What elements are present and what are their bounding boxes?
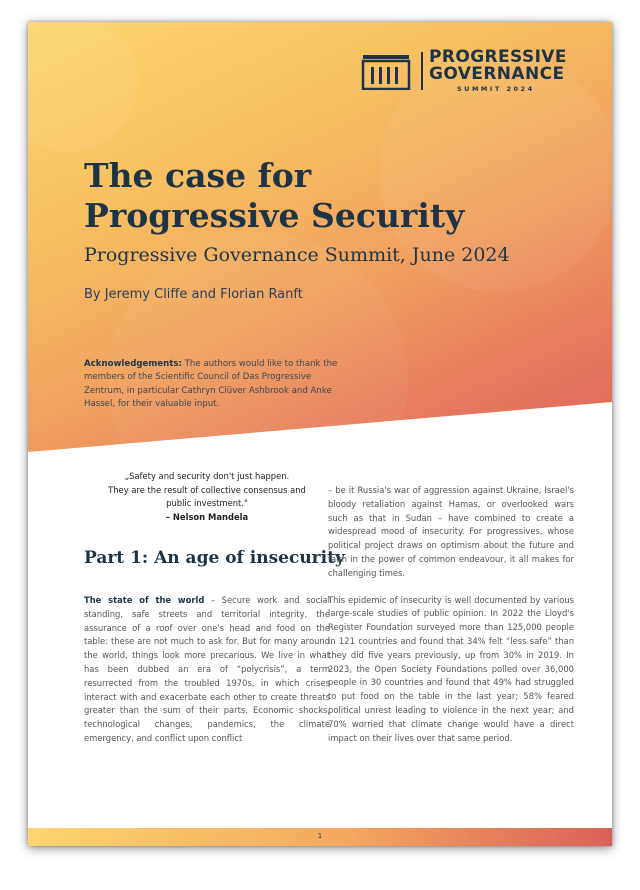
epigraph-quote <box>84 470 330 524</box>
logo-word-governance: GOVERNANCE <box>429 64 565 84</box>
title-line-1: The case for <box>84 156 312 195</box>
acknowledgements-label: Acknowledgements: <box>84 358 182 369</box>
page-number: 1 <box>317 832 323 840</box>
body-paragraph-2: This epidemic of insecurity is well documented by various large-scale studies of public opinion. In 2022 the Lloyd's Register Foundation surveyed more than 125,000 people in 121 countries and found that 34% felt “less safe” than they did five years previously, up from 30% in 2019. In 2023, the Open Society Foundations polled over 36,000 people in 30 countries and found that 49% had struggled to put food on the table in the last year; 58% feared political unrest leading to violence in the next year; and 70% worried that climate change would have a direct impact on their lives over that same period. <box>328 594 574 743</box>
logo-divider <box>421 52 423 90</box>
text-column-left <box>84 470 345 746</box>
logo-word-progressive: PROGRESSIVE <box>429 47 567 67</box>
quote-line-3: public investment." <box>166 498 248 508</box>
quote-line-1: „Safety and security don't just happen. <box>124 471 290 481</box>
text-column-right <box>328 484 574 745</box>
summit-logo <box>361 48 601 100</box>
logo-summit-year: SUMMIT 2024 <box>457 85 535 93</box>
paragraph-lead-in: The state of the world <box>84 595 205 605</box>
body-paragraph <box>84 594 330 746</box>
author-byline: By Jeremy Cliffe and Florian Ranft <box>84 287 303 302</box>
document-title <box>84 156 464 236</box>
page-footer-bar <box>28 828 612 846</box>
building-columns-icon <box>361 54 415 90</box>
quote-attribution: – Nelson Mandela <box>165 511 249 522</box>
acknowledgements-text: The authors would like to thank the members of the Scientific Council of Das Progressive Zentrum, in particular Cathryn Clüver Ashbrook and Anke Hassel, for their valuable input. <box>84 358 338 410</box>
acknowledgements <box>84 358 346 412</box>
document-page <box>28 22 612 846</box>
body-paragraph-1: – be it Russia's war of aggression against Ukraine, Israel's bloody retaliation against Hamas, or overlooked wars such as that in Sudan – have combined to create a widespread mood of insecurity. For progressives, whose political project draws on optimism about the future and faith in the power of common endeavour, it all makes for challenging times. <box>328 485 574 578</box>
paragraph-text: – Secure work and social standing, safe streets and territorial integrity, the assurance of a roof over one's head and food on the table: these are not much to ask for. But for many around the world, things look more precarious. We live in what has been dubbed an era of “polycrisis”, a term resurrected from the troubled 1970s, in which crises interact with and exacerbate each other to create threats greater than the sum of their parts. Economic shocks, technological changes, pandemics, the climate emergency, and conflict upon conflict <box>84 595 330 743</box>
section-heading: Part 1: An age of insecurity <box>84 548 345 568</box>
document-subtitle: Progressive Governance Summit, June 2024 <box>84 244 510 266</box>
title-line-2: Progressive Security <box>84 196 465 235</box>
quote-line-2: They are the result of collective consensus and <box>108 484 306 495</box>
